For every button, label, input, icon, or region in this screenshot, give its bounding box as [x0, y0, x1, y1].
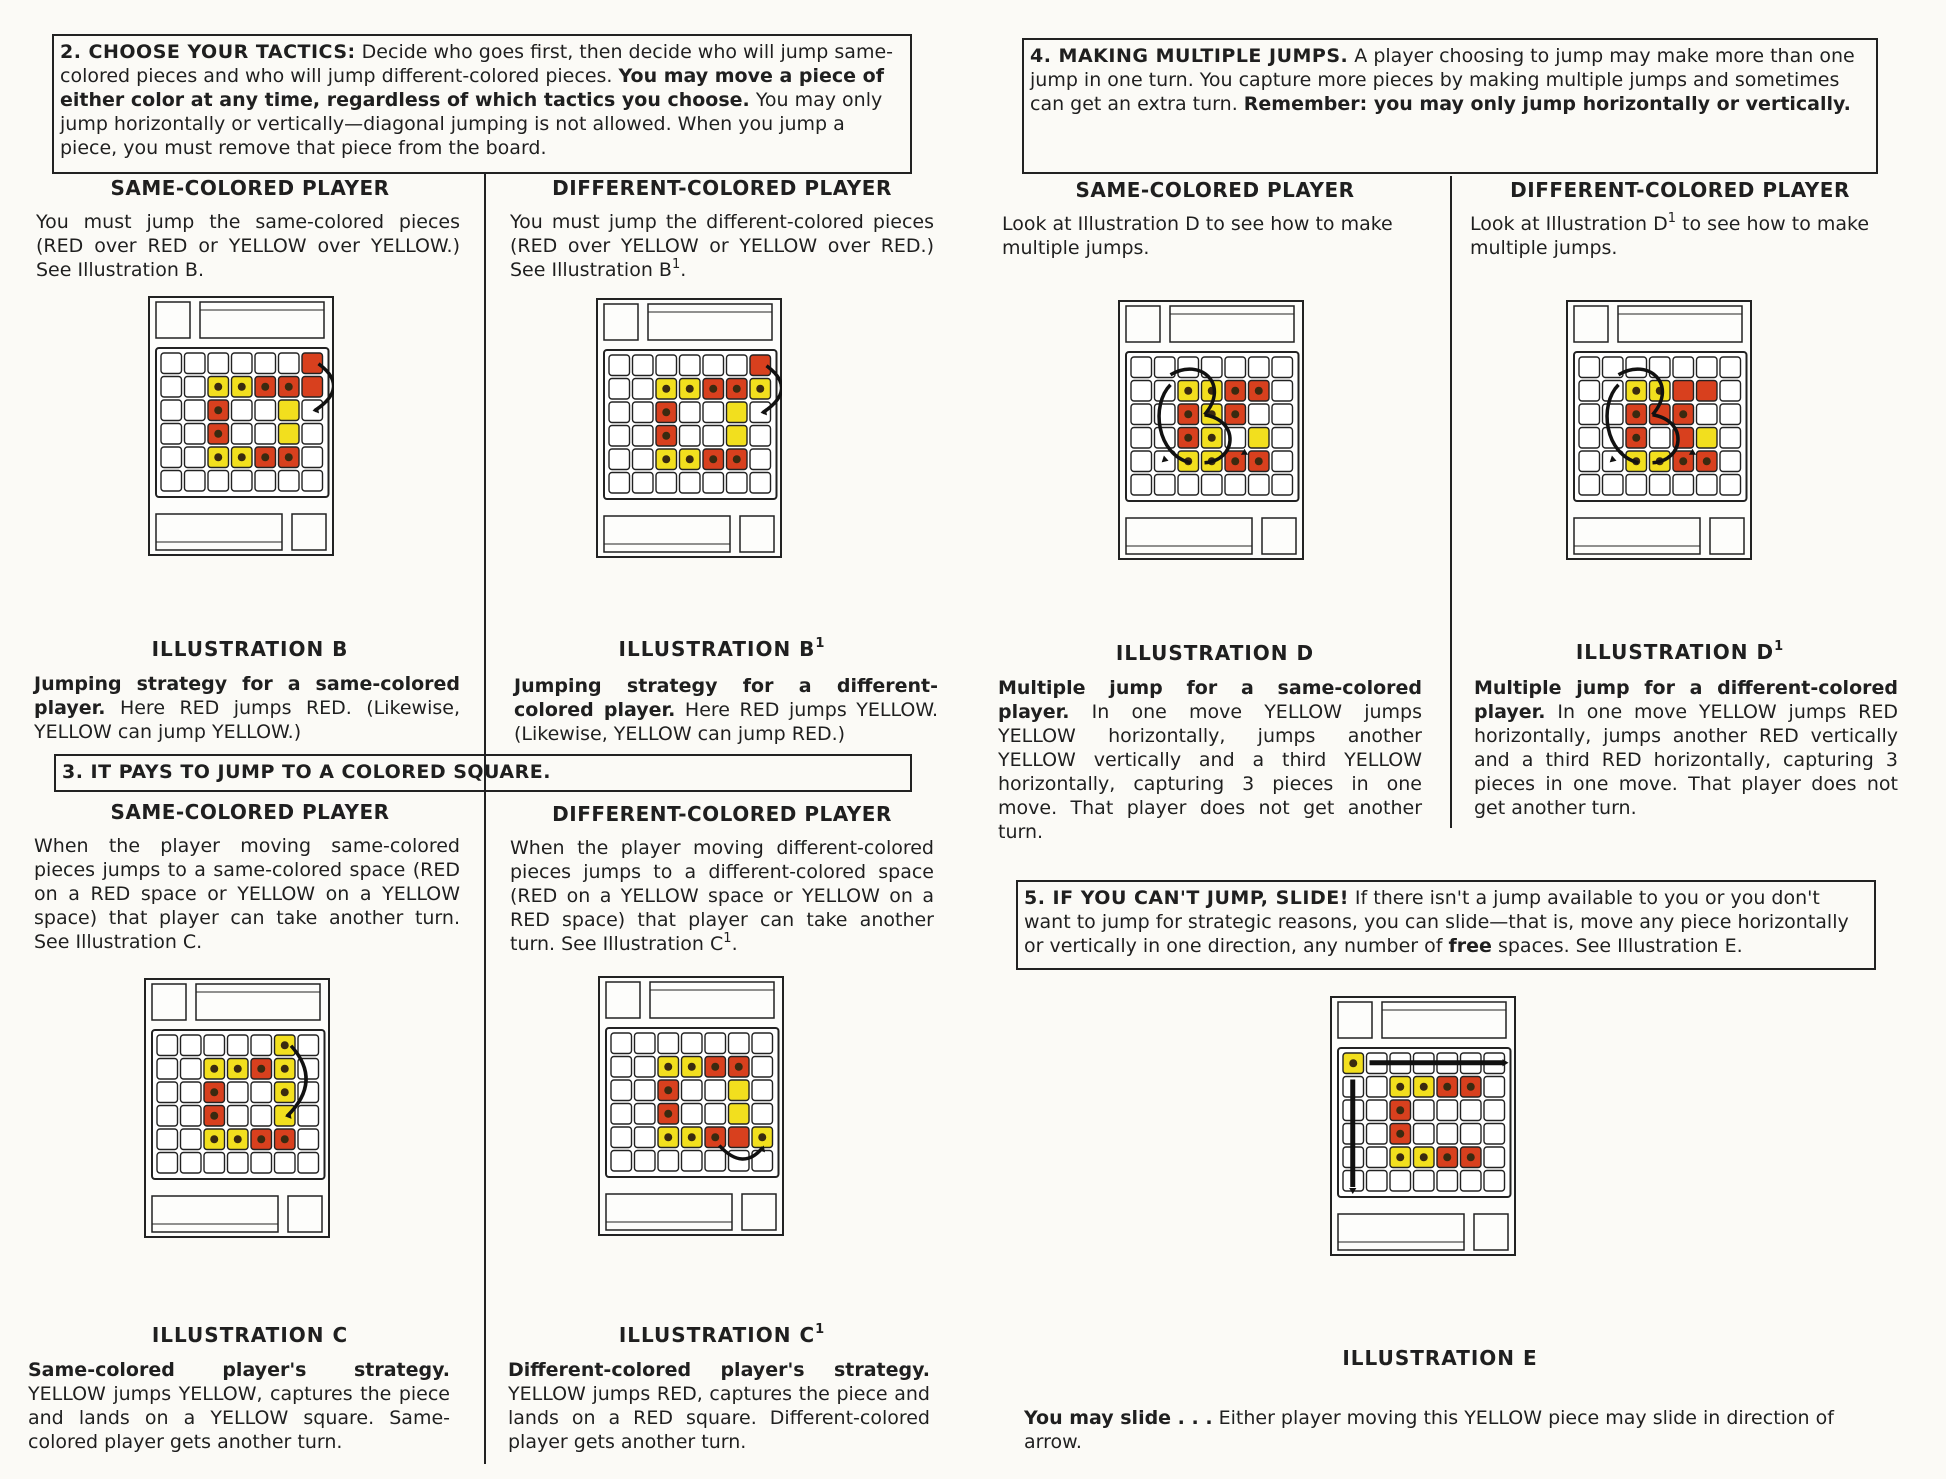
section-2-heading: 2. CHOOSE YOUR TACTICS: [60, 41, 356, 63]
section-5-box [1016, 880, 1876, 970]
illustration-c-caption: Same-colored player's strategy. YELLOW jumps YELLOW, captures the piece and lands on a YELLOW square. Same-colored player gets another turn. [28, 1359, 450, 1453]
illustration-c1-label: ILLUSTRATION $C^1$ [618, 1322, 826, 1347]
sec4-diff-text: Look at Illustration $D^1$ to see how to make multiple jumps. [1470, 211, 1870, 259]
section-2-text-a: Decide who goes first, then decide who will jump same-colored pieces and who will jump different-colored pieces. [60, 41, 893, 87]
sec2-diff-text: You must jump the different-colored pieces (RED over YELLOW or YELLOW over RED.) See Illustration $B^1$. [510, 211, 934, 281]
board-svg [1330, 996, 1516, 1256]
sec2-same-text: You must jump the same-colored pieces (RED over RED or YELLOW over YELLOW.) See Illustration B. [36, 211, 460, 281]
illustration-b1-caption: Jumping strategy for a different-colored player. Here RED jumps YELLOW. (Likewise, YELLOW can jump RED.) [514, 675, 938, 745]
section-4-bold: Remember: you may only jump horizontally or vertically. [1243, 93, 1851, 115]
illustration-e-board [1330, 996, 1516, 1256]
illustration-b-label: ILLUSTRATION B [151, 637, 349, 661]
sec4-same-text: Look at Illustration D to see how to make multiple jumps. [1002, 213, 1393, 259]
section-2-bold: You may move a piece of either color at any time, regardless of which tactics you choose. [60, 65, 884, 111]
board-svg [148, 296, 334, 556]
illustration-c1-caption: Different-colored player's strategy. YELLOW jumps RED, captures the piece and lands on a RED square. Different-colored player gets another turn. [508, 1359, 930, 1453]
illustration-d1-label: ILLUSTRATION $D^1$ [1575, 639, 1785, 664]
section-2-text-b: You may only jump horizontally or vertically—diagonal jumping is not allowed. When you jump a piece, you must remove that piece from the board. [60, 89, 883, 159]
section-2-box [52, 34, 912, 174]
section-5-heading: 5. IF YOU CAN'T JUMP, SLIDE! [1024, 887, 1349, 909]
illustration-c-board [144, 978, 330, 1238]
section-3-heading: 3. IT PAYS TO JUMP TO A COLORED SQUARE. [62, 761, 551, 783]
sec4-diff-heading: DIFFERENT-COLORED PLAYER [1510, 178, 1850, 202]
sec4-same-heading: SAME-COLORED PLAYER [1075, 178, 1355, 202]
sec2-diff-heading: DIFFERENT-COLORED PLAYER [552, 176, 892, 200]
illustration-b-board [148, 296, 334, 556]
illustration-b1-board [596, 298, 782, 558]
illustration-d-label: ILLUSTRATION D [1115, 641, 1315, 665]
section-5-bold: free [1448, 935, 1492, 957]
illustration-d-caption: Multiple jump for a same-colored player. In one move YELLOW jumps YELLOW horizontally, jumps another YELLOW vertically and a third YELLOW horizontally, capturing 3 pieces in one move. That player does not get another turn. [998, 677, 1422, 843]
sec3-same-heading: SAME-COLORED PLAYER [110, 800, 390, 824]
left-column-divider [484, 174, 486, 1464]
section-5-text-b: spaces. See Illustration E. [1491, 935, 1743, 957]
illustration-d-board [1118, 300, 1304, 560]
sec2-same-heading: SAME-COLORED PLAYER [110, 176, 390, 200]
section-3-box [54, 754, 912, 792]
sec3-diff-heading: DIFFERENT-COLORED PLAYER [552, 802, 892, 826]
board-svg [598, 976, 784, 1236]
illustration-b1-label: ILLUSTRATION $B^1$ [618, 636, 826, 661]
illustration-c1-board [598, 976, 784, 1236]
section-5-text-a: If there isn't a jump available to you or you don't want to jump for strategic reasons, you can slide—that is, move any piece horizontally or vertically in one direction, any number of [1024, 887, 1849, 957]
board-svg [596, 298, 782, 558]
illustration-e-caption: You may slide . . . Either player moving this YELLOW piece may slide in direction of arrow. [1024, 1407, 1834, 1453]
board-svg [1118, 300, 1304, 560]
right-column-divider [1450, 176, 1452, 828]
sec3-same-text: When the player moving same-colored pieces jumps to a same-colored space (RED on a RED space or YELLOW on a YELLOW space) that player can take another turn. See Illustration C. [34, 835, 460, 953]
board-svg [1566, 300, 1752, 560]
section-4-box [1022, 38, 1878, 174]
illustration-b-caption: Jumping strategy for a same-colored player. Here RED jumps RED. (Likewise, YELLOW can jump YELLOW.) [34, 673, 460, 743]
board-svg [144, 978, 330, 1238]
sec3-diff-text: When the player moving different-colored pieces jumps to a different-colored space (RED on a YELLOW space or YELLOW on a RED space) that player can take another turn. See Illustration $C^1$. [510, 837, 934, 955]
illustration-d1-board [1566, 300, 1752, 560]
illustration-e-label: ILLUSTRATION E [1342, 1346, 1538, 1370]
section-4-text: A player choosing to jump may make more than one jump in one turn. You capture more pieces by making multiple jumps and sometimes can get an extra turn. [1030, 45, 1855, 115]
section-4-heading: 4. MAKING MULTIPLE JUMPS. [1030, 45, 1349, 67]
illustration-d1-caption: Multiple jump for a different-colored player. In one move YELLOW jumps RED horizontally, jumps another RED vertically and a third RED horizontally, capturing 3 pieces in one move. That player does not get another turn. [1474, 677, 1898, 819]
illustration-c-label: ILLUSTRATION C [151, 1323, 349, 1347]
